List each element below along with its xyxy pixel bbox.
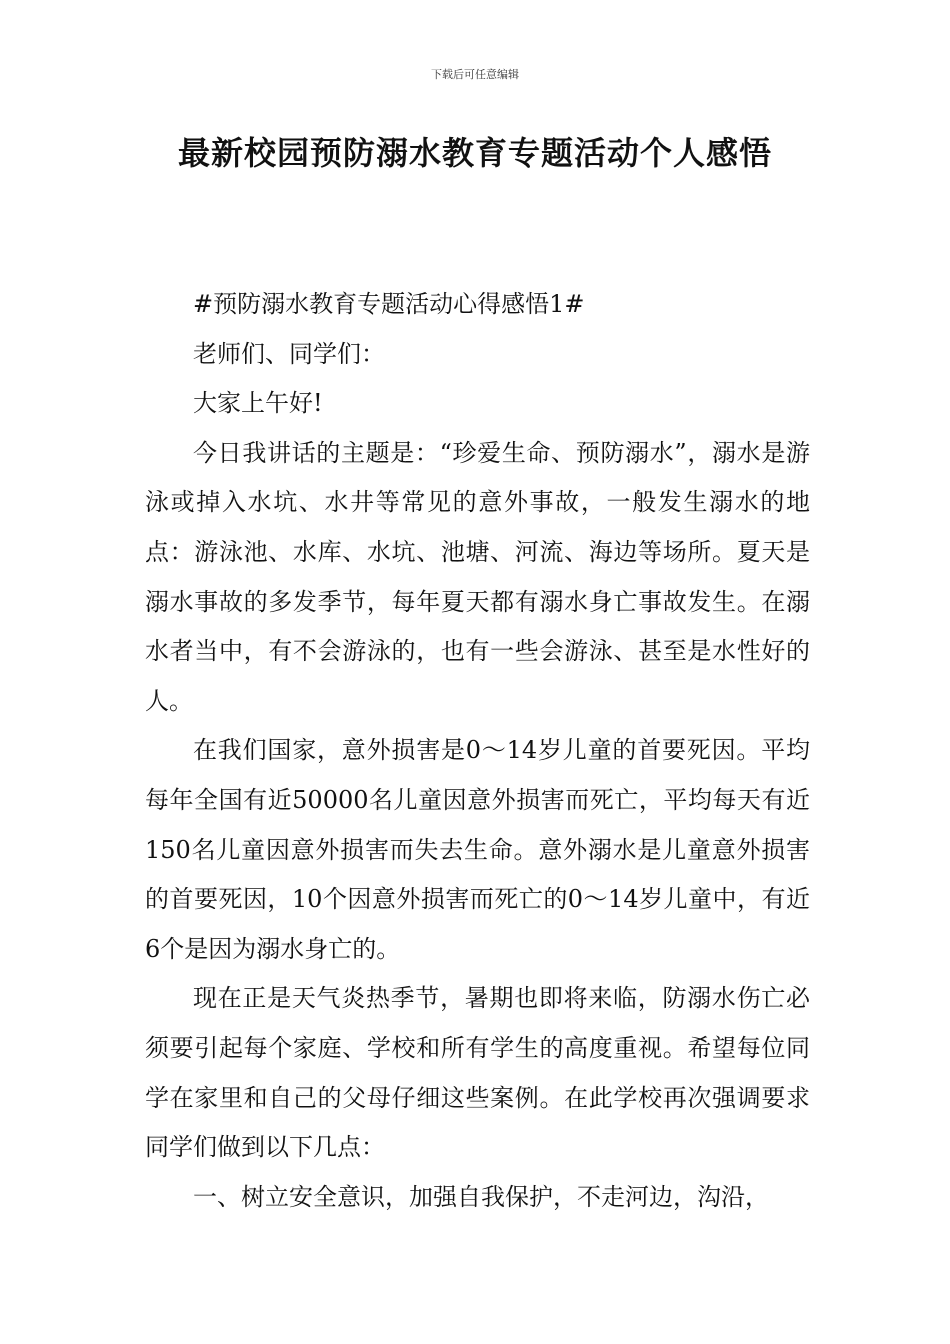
paragraph-topic: 今日我讲话的主题是：“珍爱生命、预防溺水”，溺水是游泳或掉入水坑、水井等常见的意外事故，一般发生溺水的地点：游泳池、水库、水坑、池塘、河流、海边等场所。夏天是溺水事故的多发季节，每年夏天都有溺水身亡事故发生。在溺水者当中，有不会游泳的，也有一些会游泳、甚至是水性好的人。: [145, 438, 810, 715]
paragraph-statistics: 在我们国家，意外损害是0～14岁儿童的首要死因。平均每年全国有近50000名儿童因意外损害而死亡，平均每天有近150名儿童因意外损害而失去生命。意外溺水是儿童意外损害的首要死因，10个因意外损害而死亡的0～14岁儿童中，有近6个是因为溺水身亡的。: [145, 736, 810, 963]
paragraph-greeting: 大家上午好!: [193, 389, 323, 418]
document-title: 最新校园预防溺水教育专题活动个人感悟: [177, 134, 772, 172]
paragraph-season: 现在正是天气炎热季节，暑期也即将来临，防溺水伤亡必须要引起每个家庭、学校和所有学生的高度重视。希望每位同学在家里和自己的父母仔细这些案例。在此学校再次强调要求同学们做到以下几点：: [145, 984, 810, 1162]
header-note: 下载后可任意编辑: [431, 68, 519, 81]
paragraph-point-one: 一、树立安全意识，加强自我保护，不走河边，沟沿，: [193, 1182, 769, 1211]
paragraph-salutation: 老师们、同学们：: [193, 339, 385, 368]
document-body: [145, 280, 810, 1222]
paragraph-heading: #预防溺水教育专题活动心得感悟1#: [193, 290, 585, 318]
